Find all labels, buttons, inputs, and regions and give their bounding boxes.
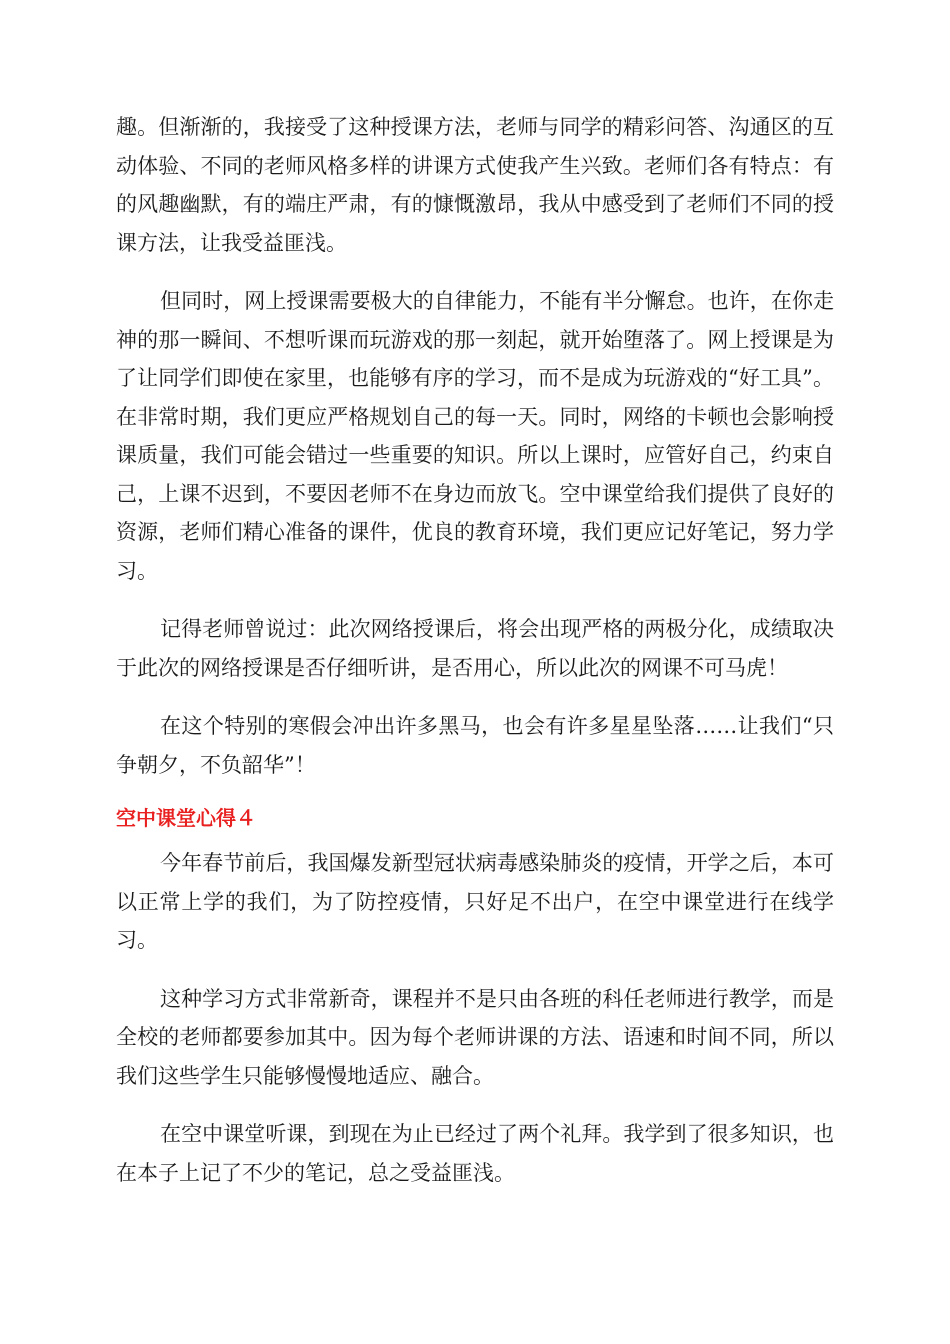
paragraph-continued: 趣。但渐渐的，我接受了这种授课方法，老师与同学的精彩问答、沟通区的互动体验、不同的老师风格多样的讲课方式使我产生兴致。老师们各有特点：有的风趣幽默，有的端庄严肃，有的慷慨激昂，我从中感受到了老师们不同的授课方法，让我受益匪浅。: [116, 115, 834, 255]
section-heading: 空中课堂心得４: [116, 806, 256, 830]
paragraph: 在空中课堂听课，到现在为止已经过了两个礼拜。我学到了很多知识，也在本子上记了不少的笔记，总之受益匪浅。: [116, 1122, 834, 1185]
paragraph: 但同时，网上授课需要极大的自律能力，不能有半分懈怠。也许，在你走神的那一瞬间、不想听课而玩游戏的那一刻起，就开始堕落了。网上授课是为了让同学们即使在家里，也能够有序的学习，而不是成为玩游戏的“好工具”。在非常时期，我们更应严格规划自己的每一天。同时，网络的卡顿也会影响授课质量，我们可能会错过一些重要的知识。所以上课时，应管好自己，约束自己，上课不迟到，不要因老师不在身边而放飞。空中课堂给我们提供了良好的资源，老师们精心准备的课件，优良的教育环境，我们更应记好笔记，努力学习。: [116, 289, 834, 583]
paragraph: 在这个特别的寒假会冲出许多黑马，也会有许多星星坠落……让我们“只争朝夕，不负韶华”！: [116, 714, 834, 777]
document-body: [116, 108, 834, 1212]
paragraph: 这种学习方式非常新奇，课程并不是只由各班的科任老师进行教学，而是全校的老师都要参加其中。因为每个老师讲课的方法、语速和时间不同，所以我们这些学生只能够慢慢地适应、融合。: [116, 986, 834, 1088]
paragraph: 记得老师曾说过：此次网络授课后，将会出现严格的两极分化，成绩取决于此次的网络授课是否仔细听讲，是否用心，所以此次的网课不可马虎！: [116, 617, 834, 680]
paragraph: 今年春节前后，我国爆发新型冠状病毒感染肺炎的疫情，开学之后，本可以正常上学的我们，为了防控疫情，只好足不出户，在空中课堂进行在线学习。: [116, 851, 834, 952]
